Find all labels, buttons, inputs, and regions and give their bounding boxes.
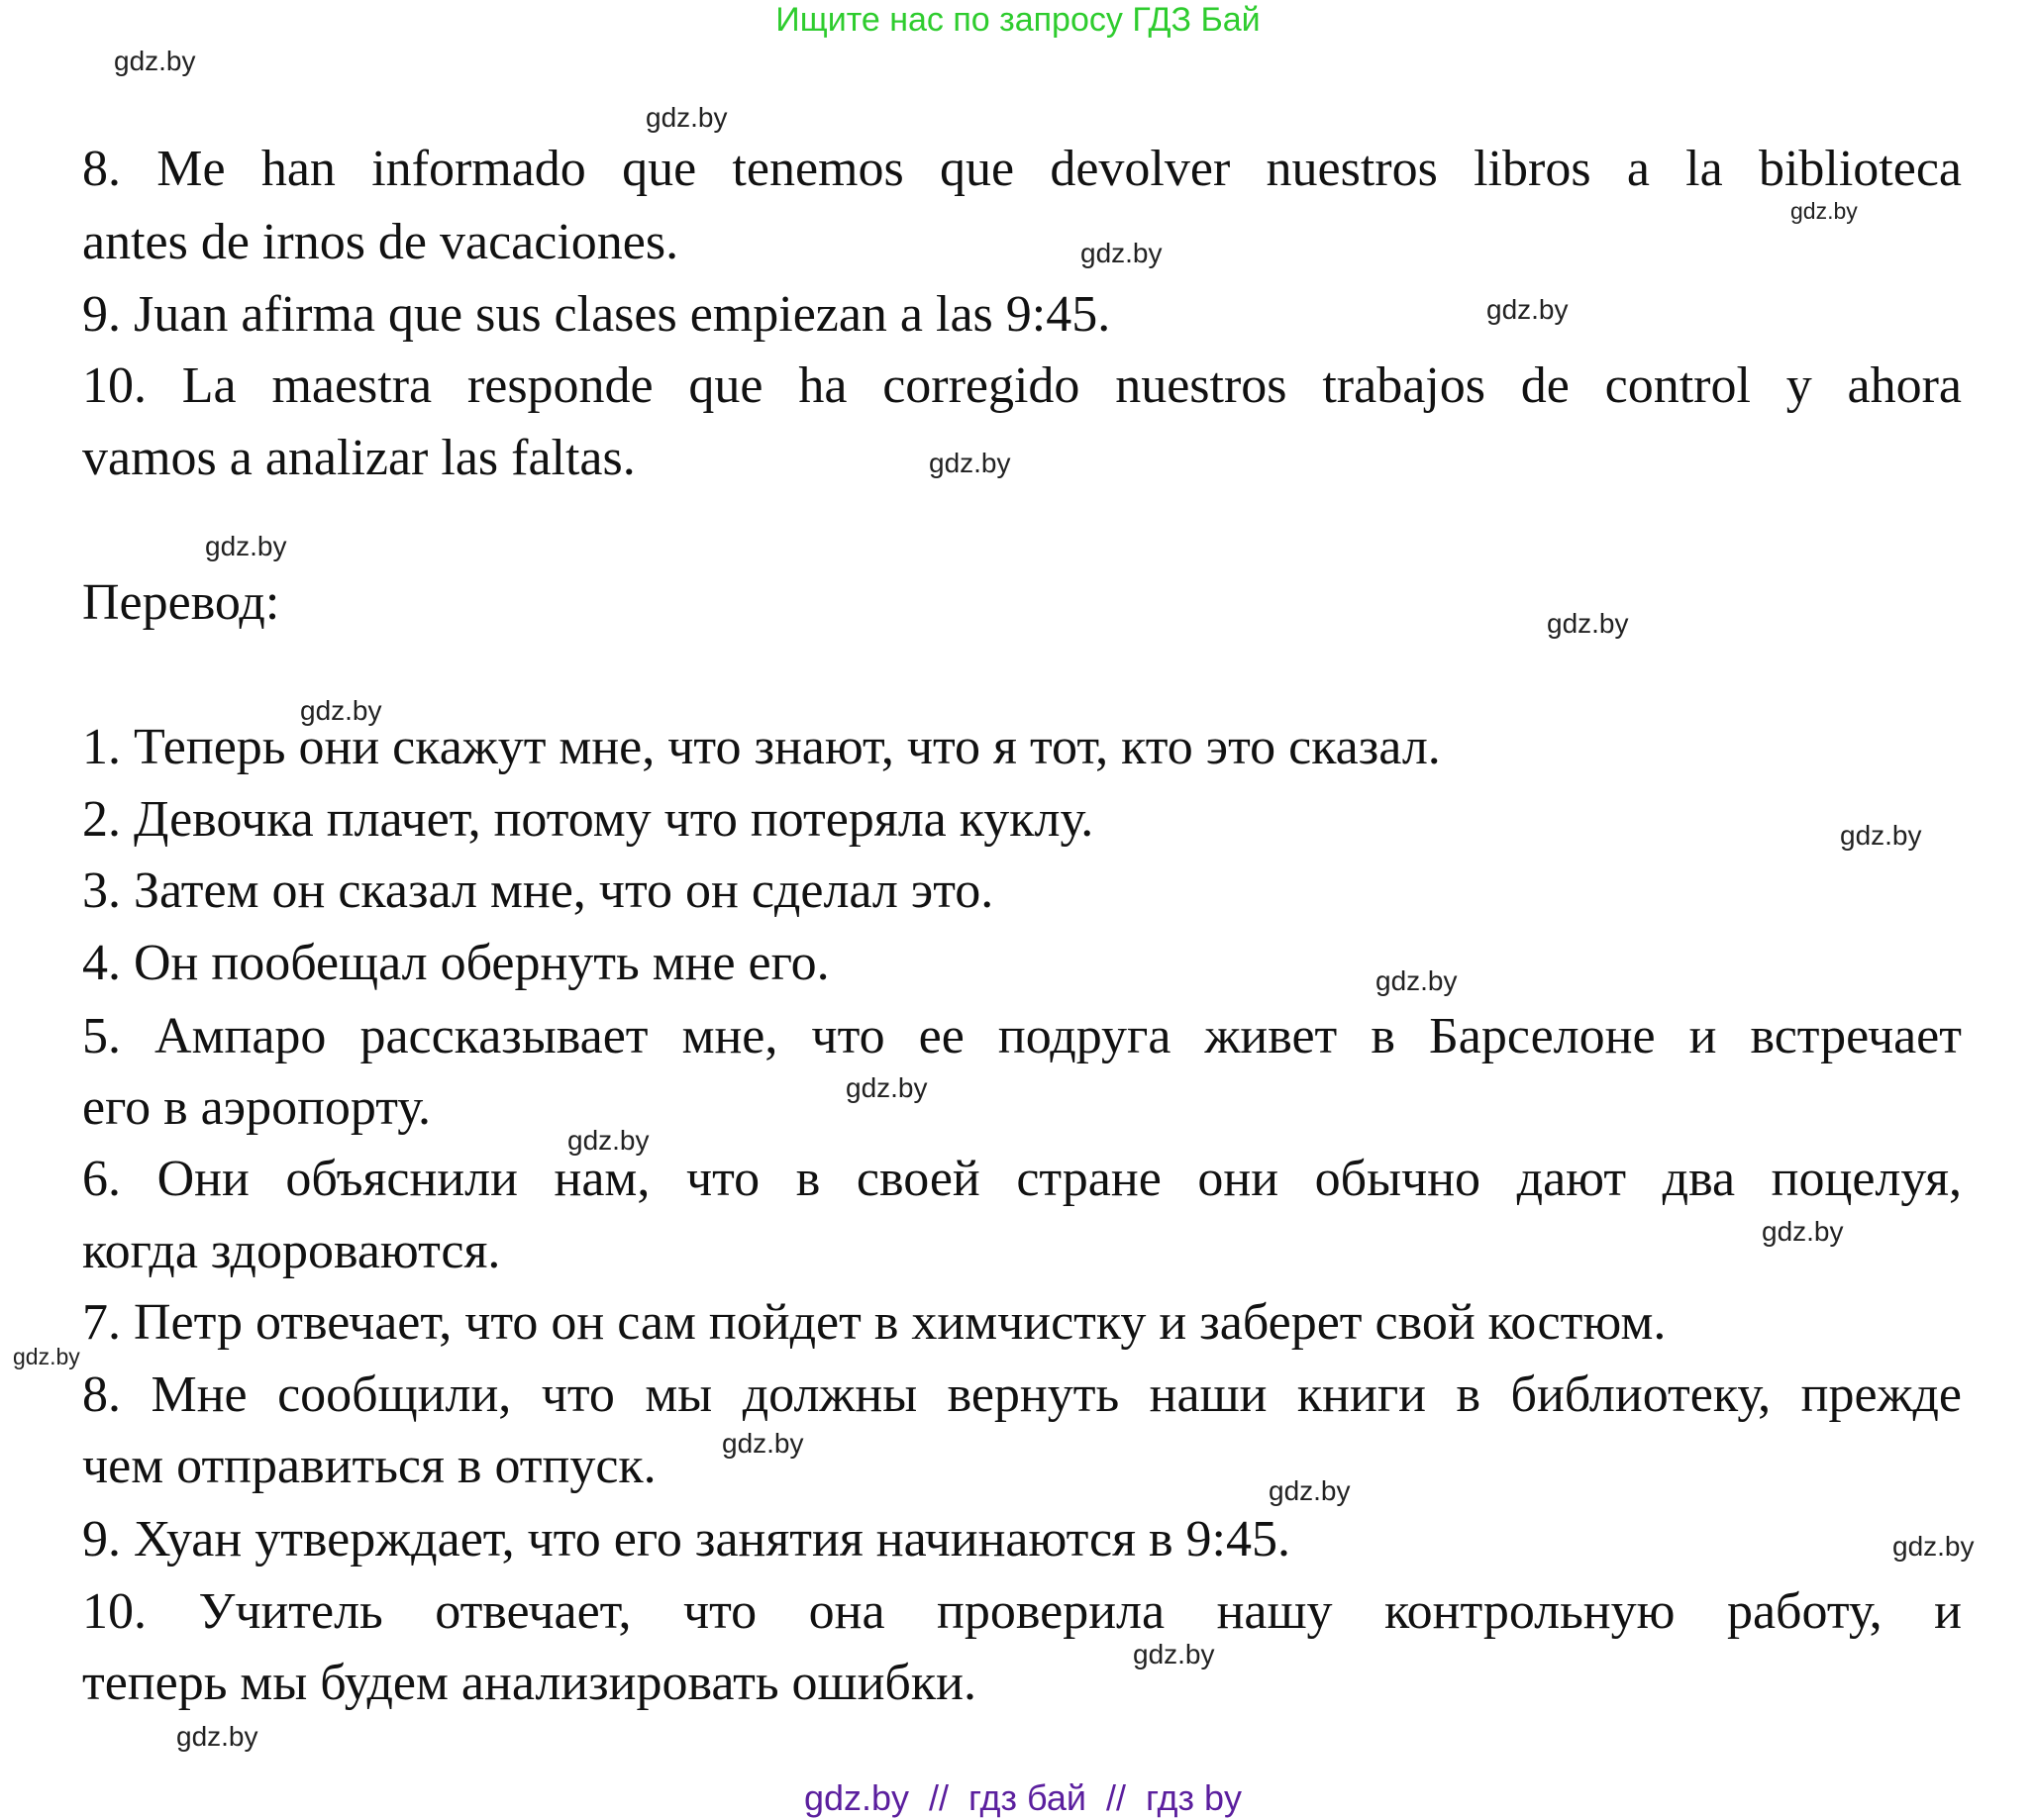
russian-line: 8. Мне сообщили, что мы должны вернуть наши книги в библиотеку, прежде <box>82 1366 1962 1423</box>
translation-heading: Перевод: <box>82 574 280 631</box>
spanish-line: 8. Me han informado que tenemos que devolver nuestros libros a la biblioteca <box>82 141 1962 197</box>
watermark: gdz.by <box>13 1344 80 1369</box>
russian-line: 1. Теперь они скажут мне, что знают, что я тот, кто это сказал. <box>82 719 1441 775</box>
watermark: gdz.by <box>176 1721 258 1752</box>
watermark: gdz.by <box>567 1125 650 1156</box>
watermark: gdz.by <box>1375 965 1458 996</box>
watermark: gdz.by <box>1080 238 1163 268</box>
russian-line: чем отправиться в отпуск. <box>82 1438 657 1494</box>
russian-line: 7. Петр отвечает, что он сам пойдет в химчистку и заберет свой костюм. <box>82 1294 1667 1351</box>
search-hint-header: Ищите нас по запросу ГДЗ Бай <box>775 1 1261 39</box>
watermark: gdz.by <box>1547 608 1629 639</box>
watermark: gdz.by <box>1840 820 1922 851</box>
spanish-line: 9. Juan afirma que sus clases empiezan a las 9:45. <box>82 286 1111 343</box>
watermark: gdz.by <box>929 448 1011 478</box>
russian-line: 4. Он пообещал обернуть мне его. <box>82 935 830 991</box>
watermark: gdz.by <box>1892 1531 1975 1562</box>
watermark: gdz.by <box>205 531 287 561</box>
watermark: gdz.by <box>1790 198 1858 224</box>
watermark: gdz.by <box>1133 1639 1215 1669</box>
watermark: gdz.by <box>646 102 728 133</box>
footer-links: gdz.by // гдз бай // гдз by <box>803 1777 1243 1818</box>
watermark: gdz.by <box>1762 1216 1844 1247</box>
spanish-line: antes de irnos de vacaciones. <box>82 214 679 270</box>
russian-line: его в аэропорту. <box>82 1079 432 1136</box>
russian-line: 5. Ампаро рассказывает мне, что ее подруга живет в Барселоне и встречает <box>82 1008 1962 1064</box>
watermark: gdz.by <box>722 1428 804 1459</box>
watermark: gdz.by <box>1269 1475 1351 1506</box>
russian-line: 9. Хуан утверждает, что его занятия начинаются в 9:45. <box>82 1511 1290 1567</box>
watermark: gdz.by <box>300 695 382 726</box>
watermark: gdz.by <box>1486 294 1569 325</box>
spanish-line: 10. La maestra responde que ha corregido nuestros trabajos de control y ahora <box>82 357 1962 414</box>
russian-line: 3. Затем он сказал мне, что он сделал это. <box>82 862 994 919</box>
watermark: gdz.by <box>114 46 196 76</box>
russian-line: теперь мы будем анализировать ошибки. <box>82 1655 976 1711</box>
russian-line: 6. Они объяснили нам, что в своей стране они обычно дают два поцелуя, <box>82 1151 1962 1207</box>
russian-line: 10. Учитель отвечает, что она проверила нашу контрольную работу, и <box>82 1583 1962 1640</box>
russian-line: 2. Девочка плачет, потому что потеряла куклу. <box>82 791 1094 848</box>
russian-line: когда здороваются. <box>82 1223 501 1279</box>
spanish-line: vamos a analizar las faltas. <box>82 430 636 486</box>
watermark: gdz.by <box>846 1072 928 1103</box>
